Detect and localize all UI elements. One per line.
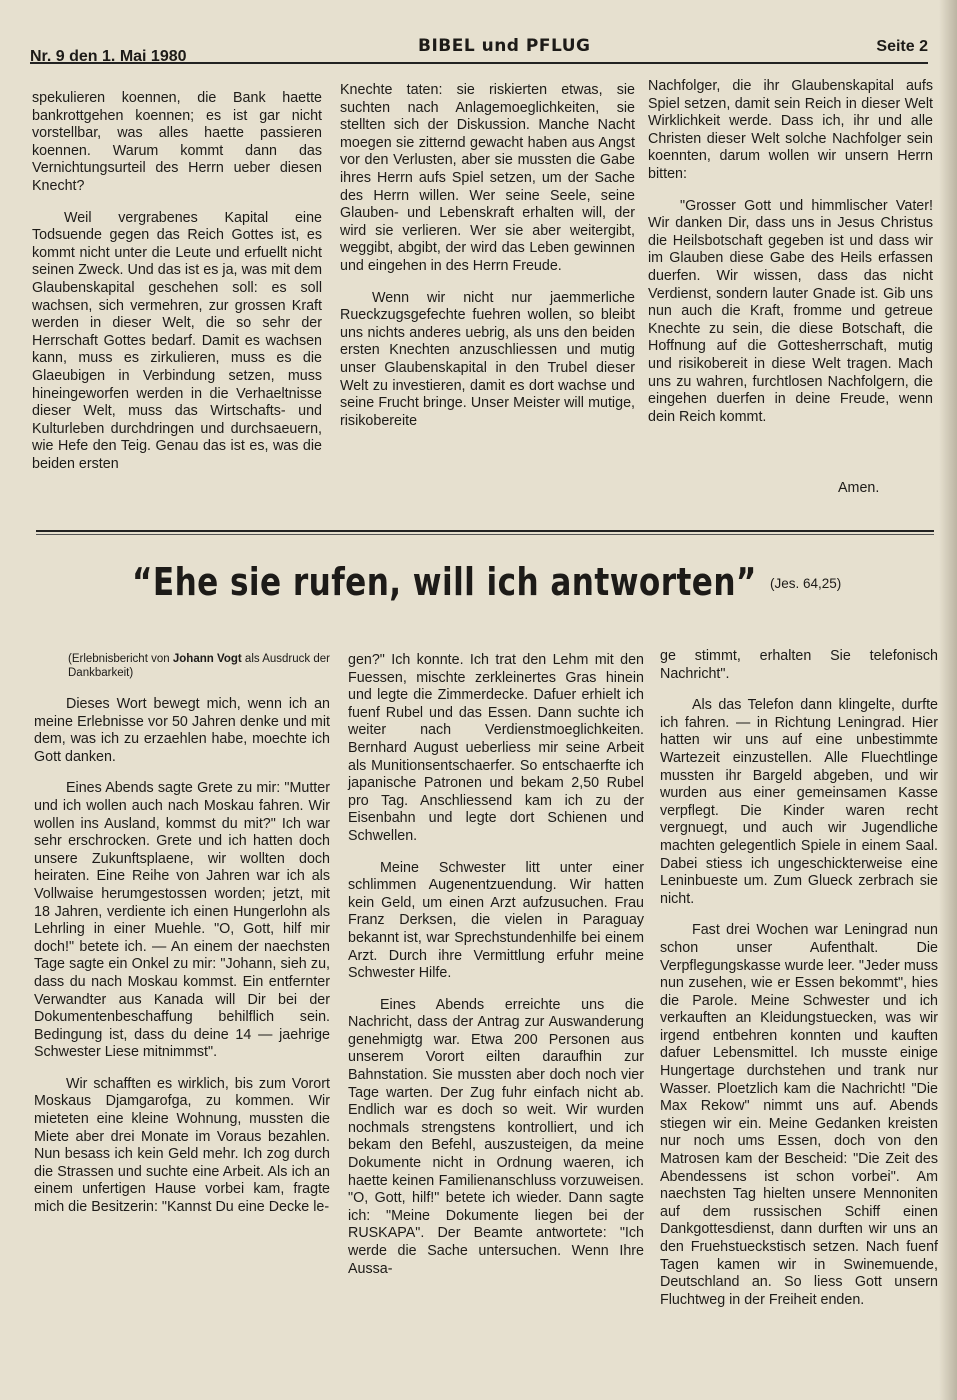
paragraph: gen?" Ich konnte. Ich trat den Lehm mit den Fuessen, mischte zerkleinertes Gras hinein und legte die Zimmerdecke. Dafuer erhielt ich fuenf Rubel und das Essen. Dann suchte ich weiter nach Verdienstmoeglichkeiten. Bernhard August ueberliess mir seine Arbeit als Munitionsentschaerfer. So entschaerfte ich japanische Patronen und bekam 2,50 Rubel pro Tag. Anschliessend kam ich zu der Eisenbahn und legte dort Schienen und Schwellen. xyxy=(348,652,644,844)
article-headline: “Ehe sie rufen, will ich antworten” xyxy=(132,560,757,604)
author-name: Johann Vogt xyxy=(172,653,242,665)
top-column-3 xyxy=(648,78,933,440)
paragraph: Eines Abends erreichte uns die Nachricht, dass der Antrag zur Auswanderung genehmigtg war. Etwa 200 Personen aus unserem Vorort eilten daraufhin zur Bahnstation. Sie mussten aber doch noch vier Tage warten. Der Zug fuhr einfach nicht ab. Endlich war es doch so weit. Wir wurden nochmals strengstens kontrolliert, und ich bekam den Befehl, auszusteigen, da meine Dokumente nicht in Ordnung waeren, ich haette keinen Familienanschluss vorzuweisen. "O, Gott, hilf!" betete ich wieder. Dann sagte ich: "Meine Dokumente liegen bei der RUSKAPA". Der Beamte antwortete: "Ich werde die Sache untersuchen. Wenn Ihre Aussa- xyxy=(348,996,644,1277)
page-number: Seite 2 xyxy=(876,38,928,55)
paragraph: Wir schafften es wirklich, bis zum Vorort Moskaus Djamgarofga, zu kommen. Wir mieteten eine kleine Wohnung, mussten die Miete aber drei Monate im Voraus bezahlen. Nun besass ich kein Geld mehr. Ich zog durch die Strassen und suchte eine Arbeit. Als ich an einem unfertigen Hause vorbei kam, fragte mich die Besitzerin: "Kannst Du eine Decke le- xyxy=(34,1075,330,1216)
paragraph: Dieses Wort bewegt mich, wenn ich an meine Erlebnisse vor 50 Jahren denke und mit dem, was ich zu erzaehlen habe, moechte ich Gott danken. xyxy=(34,696,330,765)
newspaper-title: BIBEL und PFLUG xyxy=(418,36,591,56)
header-divider xyxy=(30,62,928,64)
top-column-1 xyxy=(32,90,322,487)
article-byline: (Erlebnisbericht von Johann Vogt als Ausdruck der Dankbarkeit) xyxy=(68,653,330,679)
paragraph: Eines Abends sagte Grete zu mir: "Mutter und ich wollen auch nach Moskau fahren. Wir wollen ins Ausland, kommst du mit?" Ich war sehr erschrocken. Grete und ich hatten doch unsere Zukunftsplaene, wir wollten doch heiraten. Eine Reihe von Jahren war ich als Vollwaise herumgestossen worden; jetzt, mit 18 Jahren, verdiente ich einen Hungerlohn als Lehrling in einer Muehle. "O, Gott, hilf mir doch!" betete ich. — An einem der naechsten Tage sagte ein Onkel zu mir: "Johann, sieh zu, dass du nach Moskau kommst. Ein entfernter Verwandter aus Kanada will Dir bei der Dokumentenbeschaffung behilflich sein. Bedingung ist, dass du deine 14 — jaehrige Schwester Liese mitnimmst". xyxy=(34,780,330,1061)
article-column-3 xyxy=(660,648,938,1323)
section-divider xyxy=(36,530,934,532)
prayer-paragraph: "Grosser Gott und himmlischer Vater! Wir danken Dir, dass uns in Jesus Christus die Heilsbotschaft gegeben ist und dass wir im Glauben diese Gabe des Heils erfassen duerfen. Wir wissen, dass das nicht Verdienst, sondern lauter Gnade ist. Gib uns nun auch die Kraft, fromme und getreue Knechte zu sein, die diese Botschaft, die Hoffnung auf die Gottesherrschaft, mutig und risikobereit in diese Welt tragen. Mach uns zu wahren, furchtlosen Nachfolgern, die eingehen duerfen in deine Freude, wenn dein Reich kommt. xyxy=(648,197,933,425)
paragraph: Fast drei Wochen war Leningrad nun schon unser Aufenthalt. Die Verpflegungskasse wurde leer. "Jeder muss nun zusehen, wie er Essen bekommt", hies die Parole. Meine Schwester und ich verkauften an Kleidungstuecken, was wir irgend entbehren konnten und kauften dafuer Lebensmittel. Ich musste einige Hungertage durchstehen und trank nur Wasser. Ploetzlich kam die Nachricht! "Die Max Rekow" nimmt uns auf. Abends stiegen wir ein. Meine Gedanken kreisten nur noch ums Essen, doch von den Matrosen kam der Bescheid: "Die Zeit des Abendessens ist schon vorbei". Am naechsten Tag hielten unsere Mennoniten auf dem russischen Schiff einen Dankgottesdienst, dann durften wir uns an den Fruehstueckstisch setzen. Nach fuenf Tagen kamen wir in Swinemuende, Deutschland an. So liess Gott unsern Fluchtweg in der Freiheit enden. xyxy=(660,922,938,1308)
paragraph: Meine Schwester litt unter einer schlimmen Augenentzuendung. Wir hatten kein Geld, um einen Arzt aufzusuchen. Frau Franz Derksen, die vielen in Paraguay bekannt ist, war Sprechstundenhilfe bei einem Arzt. Durch ihre Vermittlung erfuhr meine Schwester Hilfe. xyxy=(348,859,644,982)
top-column-2 xyxy=(340,82,635,444)
bible-reference: (Jes. 64,25) xyxy=(770,576,842,591)
paragraph: Weil vergrabenes Kapital eine Todsuende gegen das Reich Gottes ist, es kommt nicht unter die Leute und erfuellt nicht seinen Zweck. Und das ist es ja, was mit dem Glaubenskapital geschehen soll: es soll wachsen, sich vermehren, zur grossen Kraft werden in dieser Welt, die so sehr der Herrschaft Gottes bedarf. Damit es wachsen kann, muss es zirkulieren, muss es die Glaeubigen in Verbindung setzen, muss hineingeworfen werden in die Verhaeltnisse dieser Welt, muss das Wirtschafts- und Kulturleben durchdringen und durchsaeuern, wie Hefe den Teig. Genau das ist es, was die beiden ersten xyxy=(32,209,322,472)
paragraph: Als das Telefon dann klingelte, durfte ich fahren. — in Richtung Leningrad. Hier hatten wir uns auf eine unbestimmte Wartezeit einzustellen. Alle Fluechtlinge mussten ihr Bargeld abgeben, und wir wurden aus einer gemeinsamen Kasse verpflegt. Die Kinder waren recht vergnuegt, und auch wir Jugendliche machten gelegentlich Spiele in einem Saal. Dabei stiess ich ungeschickterweise eine Leninbueste um. Zum Glueck zerbrach sie nicht. xyxy=(660,697,938,907)
paragraph: ge stimmt, erhalten Sie telefonisch Nachricht". xyxy=(660,648,938,682)
article-column-2 xyxy=(348,652,644,1292)
paragraph: Nachfolger, die ihr Glaubenskapital aufs Spiel setzen, damit sein Reich in dieser Welt Wirklichkeit werde. Dass ich, ihr und alle Christen dieser Welt solche Nachfolger sein koennten, darum wollen wir unsern Herrn bitten: xyxy=(648,78,933,182)
section-divider-thin xyxy=(36,534,934,535)
paragraph: Knechte taten: sie riskierten etwas, sie suchten nach Anlagemoeglichkeiten, sie stellten sich der Diskussion. Manche Nacht moegen sie zitternd gewacht haben aus Angst vor den Verlusten, aber sie mussten die Gabe ihres Herrn aufs Spiel setzen, um der Sache des Herrn willen. Wer seine Seele, seine Glauben- und Lebenskraft erhalten will, der wird sie verlieren. Wer sie aber weitergibt, weggibt, abgibt, der wird das Leben gewinnen und eingehen in des Herrn Freude. xyxy=(340,82,635,274)
issue-date: Nr. 9 den 1. Mai 1980 xyxy=(30,48,187,65)
article-column-1 xyxy=(34,652,330,1231)
paragraph: spekulieren koennen, die Bank haette bankrottgehen koennen; es ist gar nicht vorstellbar, was alles haette passieren koennen. Warum kommt dann das Vernichtungsurteil des Herrn ueber diesen Knecht? xyxy=(32,90,322,194)
amen-text: Amen. xyxy=(838,480,880,496)
page-edge-shadow xyxy=(939,0,957,1400)
paragraph: Wenn wir nicht nur jaemmerliche Rueckzugsgefechte fuehren wollen, so bleibt uns nichts anderes uebrig, als uns den beiden ersten Knechten anzuschliessen und mutig unser Glaubenskapital in den Trubel dieser Welt zu investieren, damit es dort wachse und seine Frucht bringe. Unser Meister will mutige, risikobereite xyxy=(340,289,635,429)
